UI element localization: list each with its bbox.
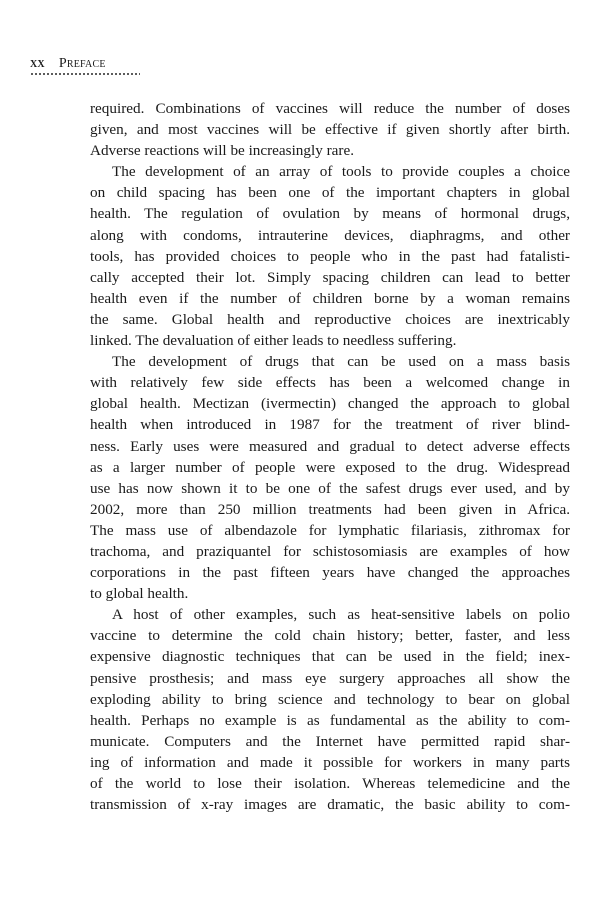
text-line: to global health. — [90, 585, 189, 603]
text-line: ing of information and made it possible for workers in many parts — [90, 753, 570, 771]
text-line: health. The regulation of ovulation by means of hormonal drugs, — [90, 205, 570, 223]
text-line: with relatively few side effects has been a welcomed change in — [90, 374, 570, 392]
text-line: pensive prosthesis; and mass eye surgery approaches all show the — [90, 669, 570, 687]
text-line: transmission of x-ray images are dramatic, the basic ability to com- — [90, 796, 570, 814]
text-line: health even if the number of children borne by a woman remains — [90, 289, 570, 307]
text-line: The development of an array of tools to provide couples a choice — [112, 163, 570, 181]
text-line: linked. The devaluation of either leads to needless suffering. — [90, 332, 457, 350]
section-title: Preface — [58, 56, 106, 71]
dotted-rule — [30, 73, 140, 75]
text-line: use has now shown it to be one of the safest drugs ever used, and by — [90, 479, 570, 497]
text-line: corporations in the past fifteen years have changed the approaches — [90, 564, 570, 582]
text-line: exploding ability to bring science and technology to bear on global — [90, 690, 570, 708]
text-line: along with condoms, intrauterine devices, diaphragms, and other — [90, 226, 570, 244]
text-line: cally accepted their lot. Simply spacing children can lead to better — [90, 268, 570, 286]
text-line: given, and most vaccines will be effective if given shortly after birth. — [90, 121, 570, 139]
paragraph — [90, 351, 570, 604]
text-line: ness. Early uses were measured and gradual to detect adverse effects — [90, 437, 570, 455]
body-text — [90, 98, 570, 815]
text-line: The development of drugs that can be used on a mass basis — [112, 353, 570, 371]
text-line: required. Combinations of vaccines will reduce the number of doses — [90, 100, 570, 117]
text-line: health when introduced in 1987 for the treatment of river blind- — [90, 416, 570, 434]
text-line: trachoma, and praziquantel for schistosomiasis are examples of how — [90, 542, 570, 560]
running-head — [30, 56, 106, 72]
text-line: 2002, more than 250 million treatments had been given in Africa. — [90, 500, 570, 518]
text-line: vaccine to determine the cold chain history; better, faster, and less — [90, 627, 570, 645]
text-line: global health. Mectizan (ivermectin) changed the approach to global — [90, 395, 570, 413]
text-line: of the world to lose their isolation. Whereas telemedicine and the — [90, 775, 570, 792]
text-line: A host of other examples, such as heat-sensitive labels on polio — [112, 606, 570, 624]
text-line: the same. Global health and reproductive choices are inextricably — [90, 310, 570, 328]
paragraph — [90, 98, 570, 161]
paragraph — [90, 604, 570, 815]
text-line: on child spacing has been one of the important chapters in global — [90, 184, 570, 202]
text-line: municate. Computers and the Internet have permitted rapid shar- — [90, 732, 570, 750]
text-line: Adverse reactions will be increasingly rare. — [90, 142, 354, 160]
page-number: xx — [30, 56, 45, 71]
text-line: tools, has provided choices to people who in the past had fatalisti- — [90, 247, 570, 265]
text-line: The mass use of albendazole for lymphatic filariasis, zithromax for — [90, 521, 570, 539]
text-line: as a larger number of people were exposed to the drug. Widespread — [90, 458, 570, 476]
text-line: health. Perhaps no example is as fundamental as the ability to com- — [90, 711, 570, 729]
text-line: expensive diagnostic techniques that can be used in the field; inex- — [90, 648, 570, 666]
paragraph — [90, 161, 570, 351]
